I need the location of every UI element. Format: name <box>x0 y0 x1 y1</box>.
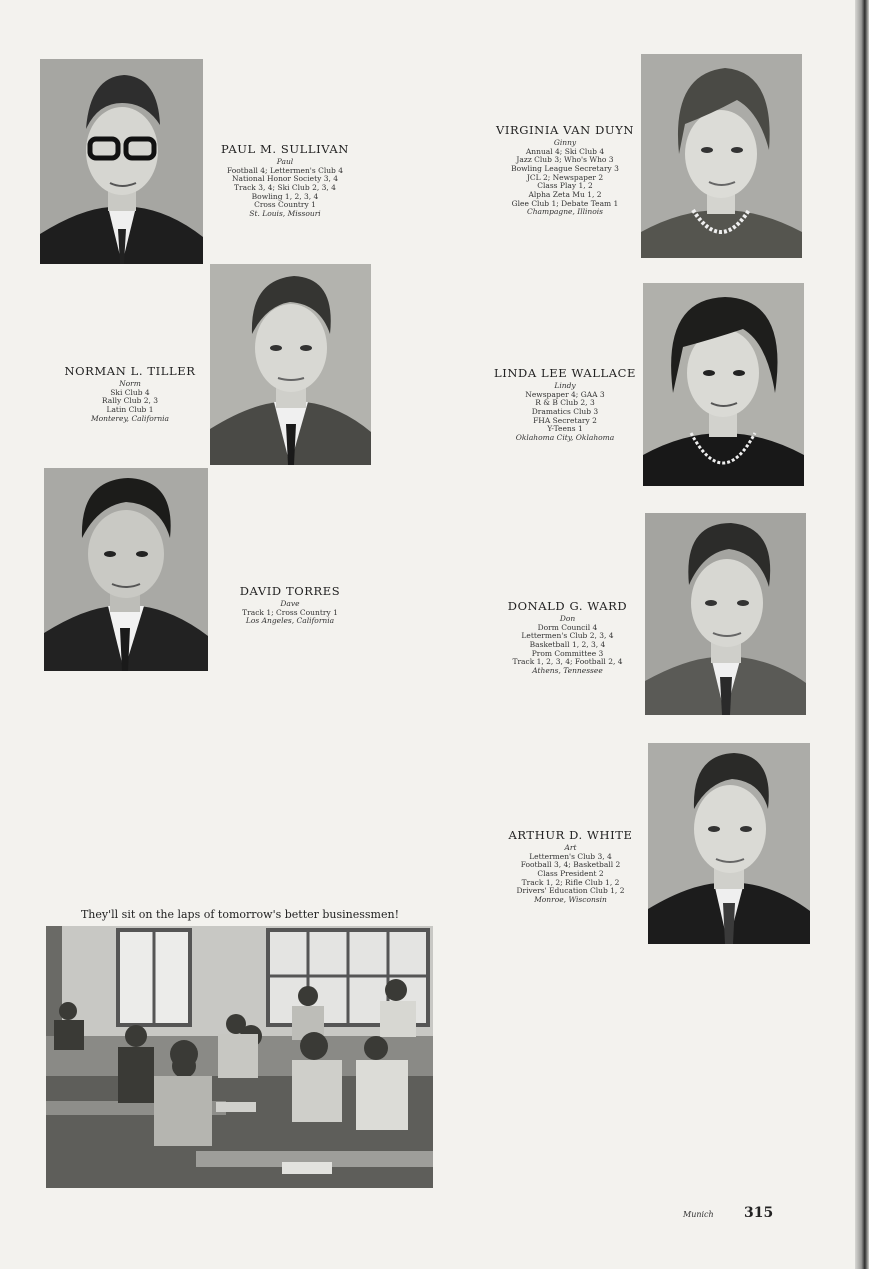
activity-line: FHA Secretary 2 <box>533 415 597 425</box>
student-name: DAVID TORRES <box>239 584 341 598</box>
student-hometown: Champagne, Illinois <box>526 207 603 217</box>
student-name: LINDA LEE WALLACE <box>493 366 637 380</box>
activity-line: Prom Committee 3 <box>531 648 604 658</box>
activity-line: Bowling 1, 2, 3, 4 <box>251 191 319 201</box>
activity-line: Newspaper 4; GAA 3 <box>525 389 605 399</box>
student-nickname: Lindy <box>554 381 576 391</box>
activity-line: R & B Club 2, 3 <box>535 398 595 408</box>
folio-section-name: Munich <box>683 1210 714 1219</box>
activity-line: Y-Teens 1 <box>547 424 583 434</box>
activity-line: Lettermen's Club 2, 3, 4 <box>521 631 614 641</box>
entry-white <box>488 829 653 905</box>
entry-sullivan <box>205 143 365 219</box>
activity-line: Drivers' Education Club 1, 2 <box>516 886 625 896</box>
activity-line: Football 3, 4; Basketball 2 <box>520 860 621 870</box>
classroom-group-photo <box>46 926 433 1188</box>
student-nickname: Ginny <box>553 138 577 148</box>
activity-line: Ski Club 4 <box>110 387 150 397</box>
activity-line: Class Play 1, 2 <box>537 181 593 191</box>
page-number: 315 <box>744 1205 774 1221</box>
student-nickname: Don <box>559 614 576 624</box>
portrait-photo-tiller <box>210 264 371 465</box>
activity-line: JCL 2; Newspaper 2 <box>526 172 604 182</box>
entry-vanduyn <box>480 124 650 217</box>
portrait-photo-ward <box>645 513 806 715</box>
student-nickname: Norm <box>119 379 141 389</box>
student-name: ARTHUR D. WHITE <box>508 828 633 842</box>
student-hometown: Monroe, Wisconsin <box>534 894 607 904</box>
activity-line: Glee Club 1; Debate Team 1 <box>511 198 619 208</box>
portrait-photo-torres <box>44 468 208 671</box>
activity-line: Bowling League Secretary 3 <box>511 164 619 174</box>
activity-line: Latin Club 1 <box>106 405 154 415</box>
student-name: PAUL M. SULLIVAN <box>221 142 349 156</box>
entry-tiller <box>50 365 210 423</box>
portrait-photo-vanduyn <box>641 54 802 258</box>
portrait-photo-sullivan <box>40 59 203 264</box>
student-hometown: Monterey, California <box>90 413 170 423</box>
activity-line: Track 3, 4; Ski Club 2, 3, 4 <box>234 183 336 193</box>
entry-wallace <box>480 367 650 443</box>
activity-line: Basketball 1, 2, 3, 4 <box>529 640 606 650</box>
group-photo-caption: They'll sit on the laps of tomorrow's better businessmen! <box>80 908 400 921</box>
student-name: DONALD G. WARD <box>507 599 628 613</box>
activity-line: Jazz Club 3; Who's Who 3 <box>516 155 614 165</box>
page-binding-edge <box>855 0 869 1269</box>
student-hometown: Oklahoma City, Oklahoma <box>515 432 615 442</box>
student-nickname: Art <box>564 843 577 853</box>
activity-line: Cross Country 1 <box>254 200 316 210</box>
student-hometown: Athens, Tennessee <box>532 665 603 675</box>
portrait-photo-wallace <box>643 283 804 486</box>
activity-line: Track 1; Cross Country 1 <box>242 607 338 617</box>
activity-line: Track 1, 2, 3, 4; Football 2, 4 <box>512 657 623 667</box>
activity-line: Dramatics Club 3 <box>531 407 599 417</box>
activity-line: Class President 2 <box>537 869 604 879</box>
student-nickname: Dave <box>280 599 300 609</box>
student-nickname: Paul <box>276 157 294 167</box>
activity-line: National Honor Society 3, 4 <box>231 174 339 184</box>
student-name: VIRGINIA VAN DUYN <box>495 123 635 137</box>
portrait-photo-white <box>648 743 810 944</box>
entry-torres <box>210 585 370 626</box>
activity-line: Annual 4; Ski Club 4 <box>525 146 605 156</box>
student-hometown: Los Angeles, California <box>245 616 335 626</box>
activity-line: Track 1, 2; Rifle Club 1, 2 <box>521 877 620 887</box>
entry-ward <box>485 600 650 676</box>
student-name: NORMAN L. TILLER <box>64 364 196 378</box>
activity-line: Alpha Zeta Mu 1, 2 <box>528 189 602 199</box>
activity-line: Rally Club 2, 3 <box>101 396 159 406</box>
activity-line: Dorm Council 4 <box>537 622 598 632</box>
student-hometown: St. Louis, Missouri <box>249 208 321 218</box>
activity-line: Football 4; Lettermen's Club 4 <box>226 165 344 175</box>
activity-line: Lettermen's Club 3, 4 <box>529 851 612 861</box>
